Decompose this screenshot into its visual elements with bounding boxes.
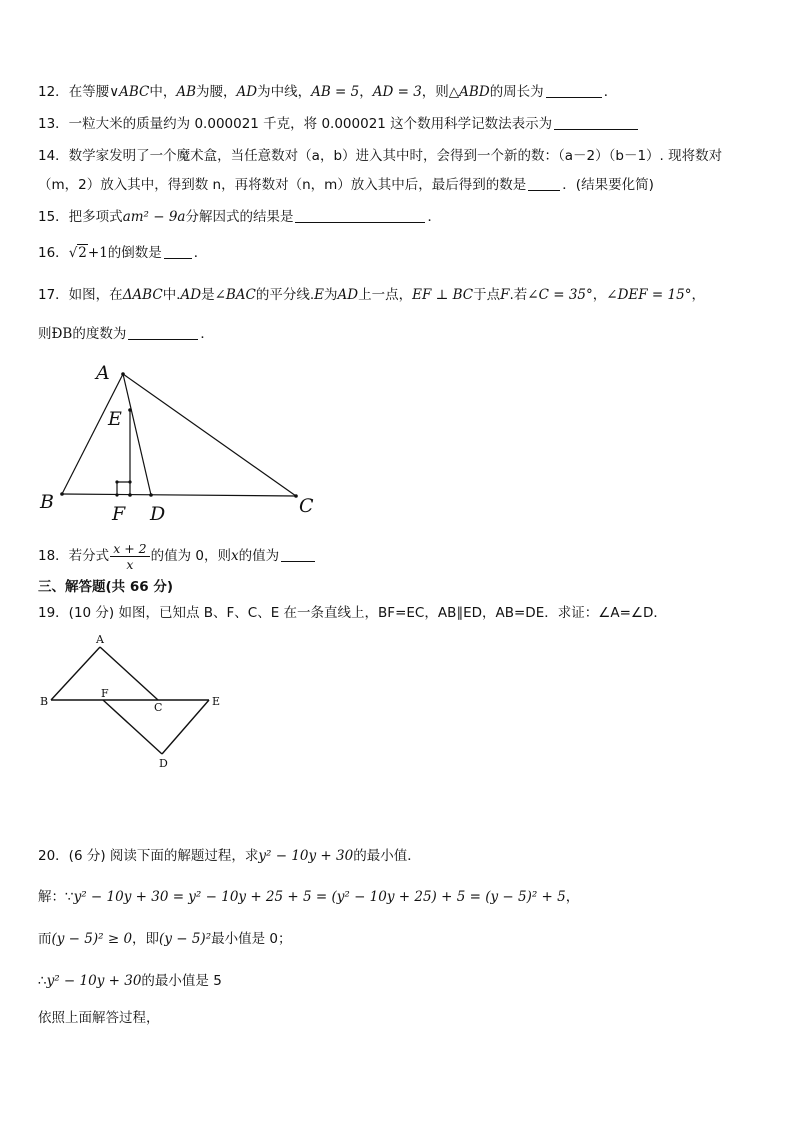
- question-18: [38, 540, 317, 572]
- q20-solution-expression: y² − 10y + 30 = y² − 10y + 25 + 5 = (y² − 10y + 25) + 5 = (y − 5)² + 5: [73, 889, 566, 905]
- q12-triangle: ∨ABC: [109, 84, 150, 100]
- point-d: [149, 493, 153, 497]
- point-a: [121, 372, 125, 376]
- label-f: F: [112, 503, 126, 525]
- sqrt-expression: √2+1: [68, 245, 108, 261]
- segment-de: [162, 700, 209, 754]
- q20-text: 最小值是 0；: [211, 931, 292, 947]
- label-c: C: [154, 701, 163, 714]
- point-c: [294, 494, 298, 498]
- q18-text: 的值为 0，则: [150, 548, 232, 564]
- q17-text: 上一点，: [358, 287, 413, 303]
- question-20-line-4: [38, 971, 222, 991]
- question-20-line-5: [38, 1008, 160, 1028]
- q17-e: E: [314, 287, 325, 303]
- q12-text: 在等腰: [68, 84, 110, 100]
- segment-ad: [123, 374, 151, 495]
- label-c: C: [299, 495, 314, 517]
- q20-prefix: 20．(6 分) 阅读下面的解题过程，求: [38, 848, 259, 864]
- q20-therefore: ∴: [38, 973, 47, 989]
- q20-solution-prefix: 解：∵: [38, 889, 74, 905]
- q17-text: ，: [592, 287, 607, 303]
- q15-prefix: 15．把多项式: [38, 209, 123, 225]
- q12-text: 为中线，: [257, 84, 312, 100]
- q16-radicand: 2: [78, 245, 87, 261]
- figure-19: [0, 620, 260, 780]
- q17-perp: EF ⊥ BC: [412, 287, 474, 303]
- q17-text: 于点: [473, 287, 501, 303]
- q17-text: 中.: [162, 287, 181, 303]
- q14-text-end: ．(结果要化简): [562, 177, 654, 193]
- q15-end: ．: [427, 209, 441, 225]
- q18-variable: x: [231, 548, 239, 564]
- q17-triangle: ΔABC: [122, 287, 163, 303]
- q12-number: 12．: [38, 84, 69, 100]
- right-angle-mark: [117, 482, 130, 495]
- fraction: [110, 541, 149, 572]
- q16-text: 的倒数是: [107, 245, 162, 261]
- point-f: [128, 493, 132, 497]
- q12-ad: AD: [236, 84, 258, 100]
- figure-17-triangle: [0, 0, 794, 560]
- answer-blank[interactable]: [281, 547, 315, 562]
- segment-ac: [100, 647, 158, 700]
- q20-inequality: (y − 5)² ≥ 0: [51, 931, 133, 947]
- point-e: [128, 408, 132, 412]
- q12-ab: AB: [176, 84, 196, 100]
- q12-text: 为腰，: [196, 84, 237, 100]
- label-e: E: [212, 695, 221, 708]
- q12-triangle-abd: △ABD: [448, 84, 490, 100]
- q20-expression: (y − 5)²: [159, 931, 212, 947]
- label-b: B: [40, 695, 49, 708]
- q15-expression: am² − 9a: [122, 209, 186, 225]
- q16-prefix: 16．: [38, 245, 69, 261]
- q20-text: ，: [565, 889, 580, 905]
- q20-text: 依照上面解答过程，: [38, 1010, 160, 1026]
- label-a: A: [96, 633, 104, 646]
- q16-plus: +1: [87, 245, 108, 261]
- label-f: F: [101, 687, 109, 700]
- segment-ab: [51, 647, 100, 700]
- q20-expression: y² − 10y + 30: [46, 973, 142, 989]
- q17-f: F: [500, 287, 510, 303]
- q17-end: ．: [200, 326, 214, 342]
- point-b: [60, 492, 64, 496]
- q17-text: 的平分线.: [255, 287, 315, 303]
- mark-dot: [115, 493, 118, 496]
- label-b: B: [40, 491, 54, 513]
- label-a: A: [96, 362, 110, 384]
- q15-text: 分解因式的结果是: [185, 209, 294, 225]
- fraction-numerator: x + 2: [110, 541, 149, 557]
- q12-text: ，: [359, 84, 373, 100]
- q17-text: .若: [509, 287, 528, 303]
- q17-text: 则: [38, 326, 52, 342]
- q17-text: ，: [691, 287, 705, 303]
- question-20-line-2: [38, 887, 579, 907]
- q17-text: 的度数为: [72, 326, 127, 342]
- q17-ad: AD: [180, 287, 202, 303]
- q13-text: 13．一粒大米的质量约为 0.000021 千克，将 0.000021 这个数用科学记数法表示为: [38, 116, 553, 132]
- q18-prefix: 18．若分式: [38, 548, 110, 564]
- label-d: D: [150, 503, 166, 525]
- q19-text: 19．(10 分) 如图，已知点 B、F、C、E 在一条直线上，BF=EC，AB∥ED，AB=DE．求证：∠A=∠D．: [38, 605, 667, 621]
- q17-text: 为: [324, 287, 338, 303]
- q17-text: 17．如图，在: [38, 287, 123, 303]
- mark-dot: [128, 480, 131, 483]
- q12-end: ．: [603, 84, 618, 100]
- q14-text-1: 14．数学家发明了一个魔术盒，当任意数对（a，b）进入其中时，会得到一个新的数：（a－2）（b－1）. 现将数对: [38, 148, 723, 164]
- q17-angle-def: ∠DEF = 15°: [606, 287, 692, 303]
- q20-text: 的最小值．: [353, 848, 421, 864]
- q17-ad: AD: [337, 287, 359, 303]
- q18-text: 的值为: [238, 548, 280, 564]
- q14-text-2: （m，2）放入其中，得到数 n，再将数对（n，m）放入其中后，最后得到的数是: [38, 177, 527, 193]
- q12-text: ，则: [421, 84, 449, 100]
- section-title: 三、解答题(共 66 分): [38, 579, 174, 595]
- q17-text: 是: [201, 287, 215, 303]
- q16-end: ．: [193, 245, 208, 261]
- question-20-line-3: [38, 929, 292, 949]
- mark-dot: [115, 480, 118, 483]
- question-20-line-1: [38, 846, 421, 866]
- side-ac: [123, 374, 296, 496]
- q12-text: 的周长为: [489, 84, 544, 100]
- q17-angle-bac: ∠BAC: [214, 287, 256, 303]
- q17-angle-b: ÐB: [51, 326, 73, 342]
- q20-text: ，即: [132, 931, 160, 947]
- q20-text: 而: [38, 931, 52, 947]
- label-d: D: [159, 757, 168, 770]
- q12-eq1: AB = 5: [311, 84, 360, 100]
- q12-text: 中，: [149, 84, 177, 100]
- side-bc: [62, 494, 296, 496]
- fraction-denominator: x: [126, 556, 134, 572]
- q20-text: 的最小值是 5: [141, 973, 222, 989]
- q12-eq2: AD = 3: [372, 84, 422, 100]
- label-e: E: [108, 408, 122, 430]
- side-ab: [62, 374, 123, 494]
- q17-angle-c: ∠C = 35°: [527, 287, 593, 303]
- q20-expression: y² − 10y + 30: [258, 848, 354, 864]
